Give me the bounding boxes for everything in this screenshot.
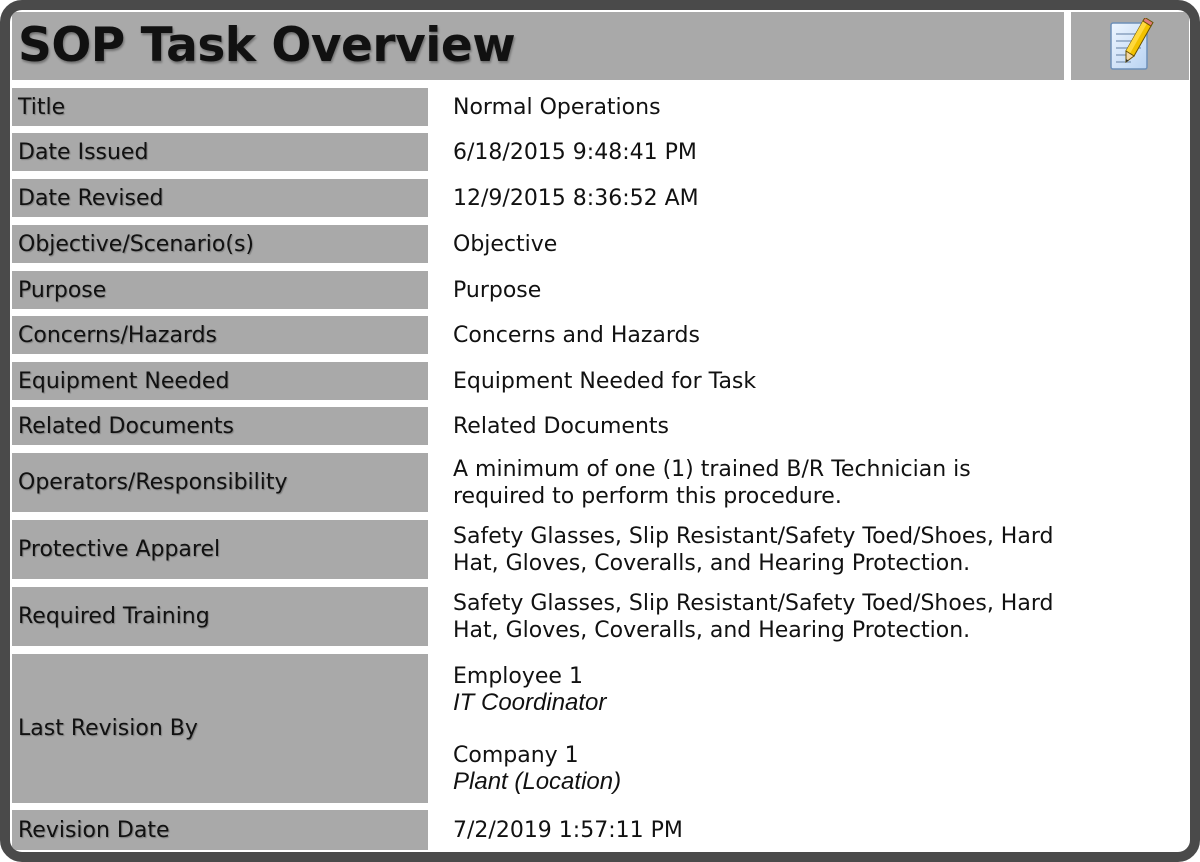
row-purpose (12, 271, 1188, 309)
purpose-label: Purpose (12, 271, 428, 309)
related-documents-text: Related Documents (453, 413, 669, 439)
required-training-value (453, 587, 1183, 646)
row-title (12, 88, 1188, 126)
revision-company: Company 1 (453, 742, 579, 768)
date-revised-value (453, 179, 1183, 217)
page-title: SOP Task Overview (18, 18, 516, 73)
revision-date-text: 7/2/2019 1:57:11 PM (453, 817, 683, 843)
concerns-value (453, 316, 1183, 354)
purpose-text: Purpose (453, 277, 542, 303)
related-documents-value (453, 407, 1183, 445)
equipment-label: Equipment Needed (12, 362, 428, 400)
revision-date-label: Revision Date (12, 810, 428, 850)
equipment-value (453, 362, 1183, 400)
row-date-revised (12, 179, 1188, 217)
concerns-text: Concerns and Hazards (453, 322, 700, 348)
edit-button[interactable] (1107, 18, 1155, 74)
title-value (453, 88, 1183, 126)
row-last-revision-by (12, 654, 1188, 803)
date-revised-text: 12/9/2015 8:36:52 AM (453, 185, 699, 211)
protective-apparel-value (453, 520, 1183, 579)
row-related-documents (12, 407, 1188, 445)
date-issued-label: Date Issued (12, 133, 428, 171)
row-protective-apparel (12, 520, 1188, 579)
notepad-pencil-icon (1107, 18, 1155, 74)
operators-line-1: A minimum of one (1) trained B/R Technician is (453, 456, 971, 482)
row-operators (12, 453, 1188, 512)
last-revision-by-value (453, 654, 1183, 803)
date-issued-text: 6/18/2015 9:48:41 PM (453, 139, 697, 165)
required-training-line-2: Hat, Gloves, Coveralls, and Hearing Protection. (453, 617, 971, 643)
operators-label: Operators/Responsibility (12, 453, 428, 512)
protective-apparel-line-2: Hat, Gloves, Coveralls, and Hearing Protection. (453, 550, 971, 576)
equipment-text: Equipment Needed for Task (453, 368, 757, 394)
protective-apparel-line-1: Safety Glasses, Slip Resistant/Safety Toed/Shoes, Hard (453, 523, 1054, 549)
operators-line-2: required to perform this procedure. (453, 483, 842, 509)
revision-role: IT Coordinator (453, 688, 607, 716)
title-text: Normal Operations (453, 94, 661, 120)
row-equipment (12, 362, 1188, 400)
related-documents-label: Related Documents (12, 407, 428, 445)
purpose-value (453, 271, 1183, 309)
date-revised-label: Date Revised (12, 179, 428, 217)
row-revision-date (12, 810, 1188, 850)
required-training-line-1: Safety Glasses, Slip Resistant/Safety Toed/Shoes, Hard (453, 590, 1054, 616)
protective-apparel-label: Protective Apparel (12, 520, 428, 579)
row-concerns (12, 316, 1188, 354)
objective-label: Objective/Scenario(s) (12, 225, 428, 263)
title-label: Title (12, 88, 428, 126)
row-required-training (12, 587, 1188, 646)
concerns-label: Concerns/Hazards (12, 316, 428, 354)
objective-value (453, 225, 1183, 263)
operators-value (453, 453, 1183, 512)
objective-text: Objective (453, 231, 558, 257)
required-training-label: Required Training (12, 587, 428, 646)
date-issued-value (453, 133, 1183, 171)
revision-employee: Employee 1 (453, 663, 583, 689)
row-objective (12, 225, 1188, 263)
revision-spacer (453, 716, 1183, 742)
revision-date-value (453, 810, 1183, 850)
last-revision-by-label: Last Revision By (12, 654, 428, 803)
header-bar (12, 12, 1064, 80)
row-date-issued (12, 133, 1188, 171)
revision-location: Plant (Location) (453, 767, 622, 795)
